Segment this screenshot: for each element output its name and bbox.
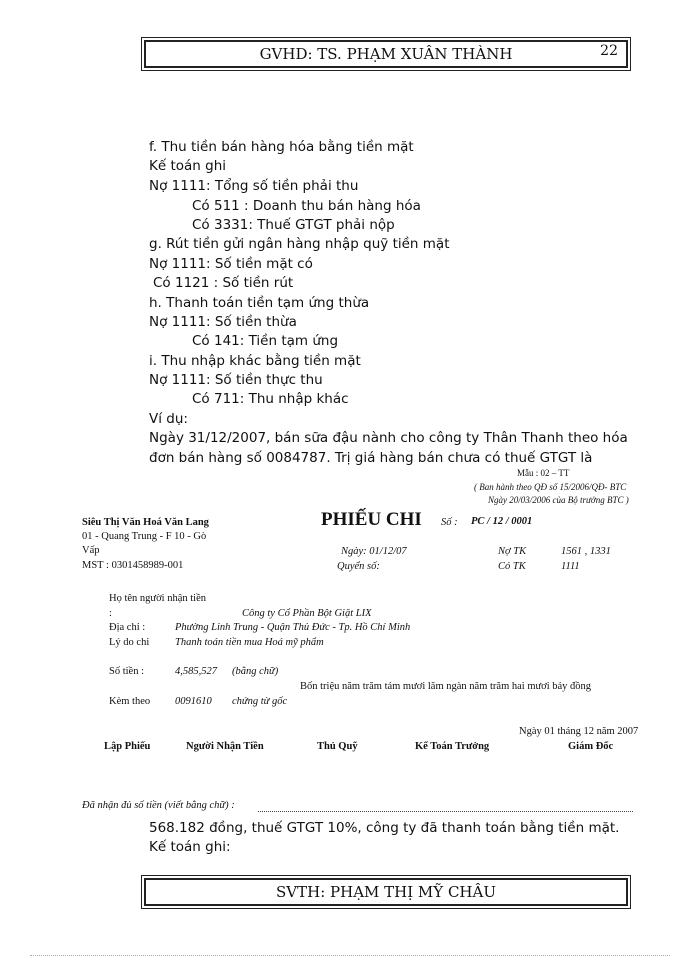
received-label: Đã nhận đủ số tiền (viết bằng chữ) :	[82, 800, 235, 811]
debit-account: 1561 , 1331	[561, 546, 611, 557]
text-line: Có 3331: Thuế GTGT phải nộp	[192, 217, 395, 233]
page-number: 22	[600, 43, 618, 59]
tax-code: MST : 0301458989-001	[82, 560, 184, 571]
text-line: g. Rút tiền gửi ngân hàng nhập quỹ tiền mặt	[149, 236, 450, 252]
attachment-suffix: chứng từ gốc	[232, 696, 288, 707]
text-line: Ví dụ:	[149, 411, 188, 427]
text-line: Kế toán ghi	[149, 158, 226, 174]
form-number: Mẫu : 02 – TT	[517, 468, 570, 478]
text-line: Nợ 1111: Số tiền thừa	[149, 314, 297, 330]
text-line: 568.182 đồng, thuế GTGT 10%, công ty đã thanh toán bằng tiền mặt.	[149, 820, 620, 836]
text-line: Có 1121 : Số tiền rút	[153, 275, 294, 291]
attachment-count: 0091610	[175, 696, 212, 707]
voucher-date: Ngày: 01/12/07	[341, 546, 407, 557]
text-line: Có 711: Thu nhập khác	[192, 391, 349, 407]
footer-title: SVTH: PHẠM THỊ MỸ CHÂU	[276, 883, 496, 901]
signer-chief-accountant: Kế Toán Trưởng	[415, 741, 490, 752]
attachment-label: Kèm theo	[109, 696, 151, 707]
recipient-name: Công ty Cổ Phần Bột Giặt LIX	[242, 608, 372, 619]
text-line: Kế toán ghi:	[149, 839, 231, 855]
text-line: Nợ 1111: Số tiền mặt có	[149, 256, 313, 272]
text-line: f. Thu tiền bán hàng hóa bằng tiền mặt	[149, 139, 414, 155]
text-line: Có 511 : Doanh thu bán hàng hóa	[192, 198, 421, 214]
recipient-label: Họ tên người nhận tiền	[109, 593, 206, 604]
credit-label: Có TK	[498, 561, 526, 572]
text-line: Có 141: Tiền tạm ứng	[192, 333, 339, 349]
received-dotted-line	[258, 810, 633, 812]
voucher-number: PC / 12 / 0001	[471, 516, 533, 527]
signer-recipient: Người Nhận Tiền	[186, 741, 264, 752]
signer-director: Giám Đốc	[568, 741, 614, 752]
signature-date: Ngày 01 tháng 12 năm 2007	[519, 726, 639, 737]
reason-label: Lý do chi	[109, 637, 150, 648]
voucher-title: PHIẾU CHI	[321, 509, 422, 530]
company-address: Vấp	[82, 545, 100, 556]
amount-value: 4,585,527	[175, 666, 217, 677]
page-edge-divider	[30, 955, 670, 956]
decision-line: ( Ban hành theo QĐ số 15/2006/QĐ- BTC	[474, 482, 627, 492]
text-line: h. Thanh toán tiền tạm ứng thừa	[149, 295, 370, 311]
voucher-number-label: Số :	[441, 517, 458, 528]
recipient-address: Phường Linh Trung - Quận Thủ Đức - Tp. Hồ Chí Minh	[175, 622, 411, 633]
header-box	[144, 40, 628, 68]
footer-box	[144, 878, 628, 906]
text-line: đơn bán hàng số 0084787. Trị giá hàng bán chưa có thuế GTGT là	[149, 450, 593, 466]
text-line: Ngày 31/12/2007, bán sữa đậu nành cho công ty Thân Thanh theo hóa	[149, 430, 628, 446]
debit-label: Nợ TK	[498, 546, 527, 557]
signer-cashier: Thủ Quỹ	[317, 741, 358, 752]
text-line: Nợ 1111: Số tiền thực thu	[149, 372, 323, 388]
company-name: Siêu Thị Văn Hoá Văn Lang	[82, 517, 209, 528]
decision-line: Ngày 20/03/2006 của Bộ trưởng BTC )	[488, 495, 629, 505]
payment-reason: Thanh toán tiền mua Hoá mỹ phẩm	[175, 637, 324, 648]
voucher-book: Quyển số:	[337, 561, 380, 572]
address-label: Địa chỉ :	[109, 622, 146, 633]
company-address: 01 - Quang Trung - F 10 - Gò	[82, 531, 207, 542]
text-line: i. Thu nhập khác bằng tiền mặt	[149, 353, 361, 369]
amount-words-label: (bằng chữ)	[232, 666, 279, 677]
recipient-colon: :	[109, 608, 112, 619]
amount-in-words: Bốn triệu năm trăm tám mươi lăm ngàn năm trăm hai mươi bảy đồng	[300, 681, 592, 692]
amount-label: Số tiền :	[109, 666, 145, 677]
signer-preparer: Lập Phiếu	[104, 741, 151, 752]
header-title: GVHD: TS. PHẠM XUÂN THÀNH	[259, 45, 513, 63]
credit-account: 1111	[561, 561, 580, 572]
text-line: Nợ 1111: Tổng số tiền phải thu	[149, 178, 359, 194]
